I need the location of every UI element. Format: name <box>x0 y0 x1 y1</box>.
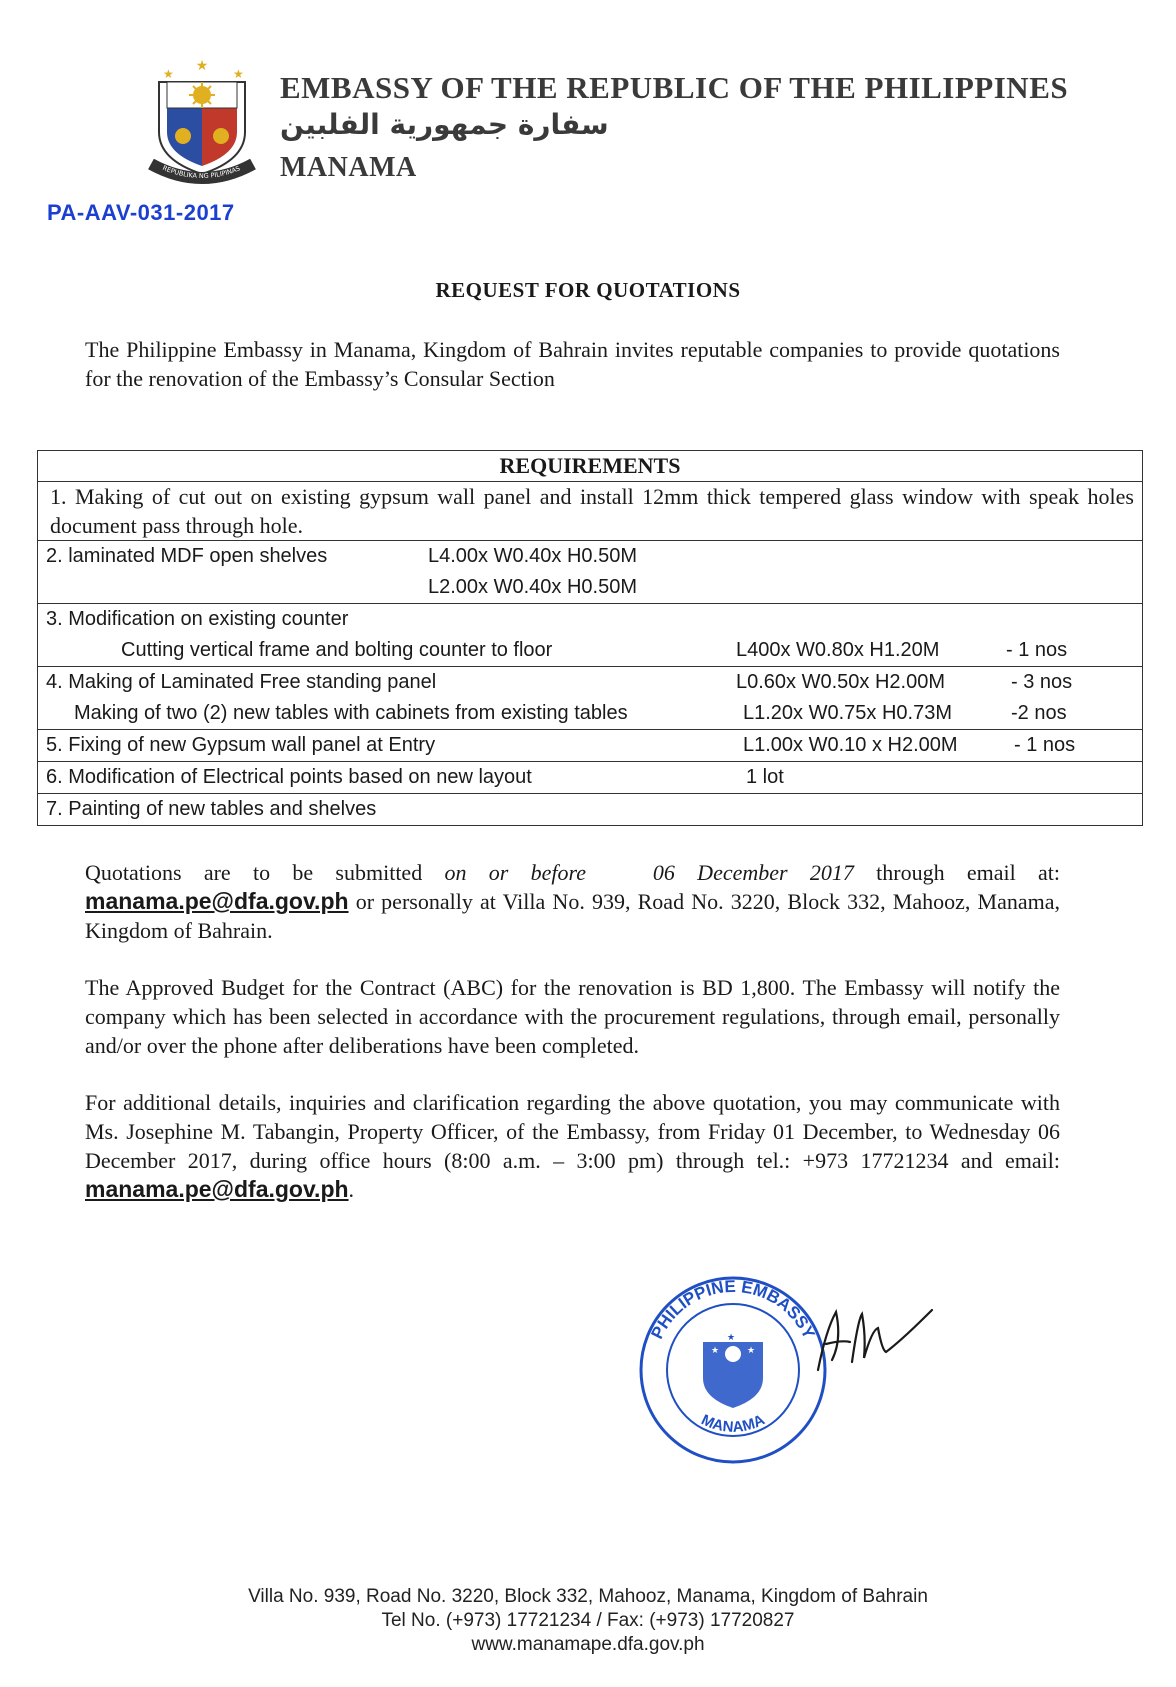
philippine-seal-logo <box>147 52 257 192</box>
requirement-4-dim: L0.60x W0.50x H2.00M <box>736 671 945 693</box>
table-row <box>38 451 1143 482</box>
requirement-6-label: 6. Modification of Electrical points based on new layout <box>46 766 532 788</box>
document-title: REQUEST FOR QUOTATIONS <box>435 278 741 302</box>
contact-paragraph <box>85 1088 1060 1204</box>
requirement-3 <box>38 604 1143 667</box>
requirement-6-dim: 1 lot <box>746 766 784 788</box>
embassy-title-arabic: سفارة جمهورية الفلبين <box>280 108 609 141</box>
table-row <box>38 482 1143 541</box>
reference-code: PA-AAV-031-2017 <box>47 200 235 225</box>
requirement-2 <box>38 541 1143 604</box>
svg-text:★: ★ <box>727 1332 736 1342</box>
submission-text-3: or personally at Villa No. 939, Road No. 3220, Block 332, Mahooz, Manama, Kingdom of Bahrain. <box>85 889 1060 943</box>
submission-deadline: 06 December 2017 <box>652 860 854 885</box>
footer-address: Villa No. 939, Road No. 3220, Block 332, Mahooz, Manama, Kingdom of Bahrain <box>248 1586 928 1607</box>
submission-paragraph <box>85 858 1060 945</box>
requirement-2-label: 2. laminated MDF open shelves <box>46 545 328 567</box>
svg-text:★: ★ <box>711 1345 720 1355</box>
embassy-city: MANAMA <box>280 152 417 183</box>
requirement-5-dim: L1.00x W0.10 x H2.00M <box>743 734 958 756</box>
submission-email-link[interactable]: manama.pe@dfa.gov.ph <box>85 888 349 914</box>
submission-text-1: Quotations are to be submitted <box>85 860 445 885</box>
submission-text-2: through email at: <box>853 860 1061 885</box>
contact-email-link[interactable]: manama.pe@dfa.gov.ph <box>85 1176 349 1202</box>
budget-paragraph: The Approved Budget for the Contract (ABC) for the renovation is BD 1,800. The Embassy will notify the company which has been selected in accordance with the procurement regulations, through email, personally and/or over the phone after deliberations have been completed. <box>85 975 1060 1058</box>
requirement-2-dim-a: L4.00x W0.40x H0.50M <box>428 545 637 567</box>
requirement-7-label: 7. Painting of new tables and shelves <box>46 798 377 820</box>
signature <box>812 1300 942 1375</box>
requirement-1: 1. Making of cut out on existing gypsum wall panel and install 12mm thick tempered glass window with speak holes document pass through hole. <box>38 482 1143 541</box>
contact-text: For additional details, inquiries and clarification regarding the above quotation, you may communicate with Ms. Josephine M. Tabangin, Property Officer, of the Embassy, from Friday 01 December, to Wednesday 06 December 2017, during office hours (8:00 a.m. – 3:00 pm) through tel.: +973 17721234 and email: <box>85 1090 1060 1173</box>
requirement-3-qty: - 1 nos <box>1006 639 1068 661</box>
requirement-5-label: 5. Fixing of new Gypsum wall panel at Entry <box>46 734 436 756</box>
footer-phone: Tel No. (+973) 17721234 / Fax: (+973) 17720827 <box>381 1610 795 1631</box>
contact-end: . <box>348 1177 355 1202</box>
requirement-6 <box>38 762 1143 794</box>
requirement-4-sub: Making of two (2) new tables with cabinets from existing tables <box>74 702 628 724</box>
requirement-4-label: 4. Making of Laminated Free standing panel <box>46 671 437 693</box>
requirements-heading: REQUIREMENTS <box>38 451 1143 482</box>
submission-on-or-before: on or before <box>444 860 587 885</box>
table-row <box>38 730 1143 762</box>
requirement-4 <box>38 667 1143 730</box>
stamp-top-text: PHILIPPINE EMBASSY <box>647 1276 819 1342</box>
table-row <box>38 762 1143 794</box>
svg-text:★: ★ <box>233 67 244 81</box>
table-row <box>38 604 1143 667</box>
requirements-table <box>37 450 1143 826</box>
seal-ribbon-text: REPUBLIKA NG PILIPINAS <box>161 163 242 181</box>
requirement-5-qty: - 1 nos <box>1014 734 1076 756</box>
embassy-title: EMBASSY OF THE REPUBLIC OF THE PHILIPPINES <box>280 70 1069 105</box>
svg-text:★: ★ <box>163 67 174 81</box>
intro-paragraph: The Philippine Embassy in Manama, Kingdom of Bahrain invites reputable companies to provide quotations for the renovation of the Embassy’s Consular Section <box>85 337 1060 391</box>
requirement-5 <box>38 730 1143 762</box>
table-row <box>38 667 1143 730</box>
svg-text:★: ★ <box>195 59 209 74</box>
requirement-3-label: 3. Modification on existing counter <box>46 608 349 630</box>
table-row <box>38 794 1143 826</box>
embassy-stamp <box>633 1270 833 1470</box>
requirement-2-dim-b: L2.00x W0.40x H0.50M <box>428 576 637 598</box>
footer-website: www.manamape.dfa.gov.ph <box>471 1634 705 1655</box>
requirement-4-sub-qty: -2 nos <box>1011 702 1067 724</box>
table-row <box>38 541 1143 604</box>
requirement-3-sub: Cutting vertical frame and bolting counter to floor <box>121 639 553 661</box>
stamp-bottom-text: MANAMA <box>698 1411 768 1436</box>
svg-text:★: ★ <box>747 1345 756 1355</box>
requirement-4-sub-dim: L1.20x W0.75x H0.73M <box>743 702 952 724</box>
requirement-3-dim: L400x W0.80x H1.20M <box>736 639 940 661</box>
requirement-4-qty: - 3 nos <box>1011 671 1073 693</box>
requirement-7 <box>38 794 1143 826</box>
